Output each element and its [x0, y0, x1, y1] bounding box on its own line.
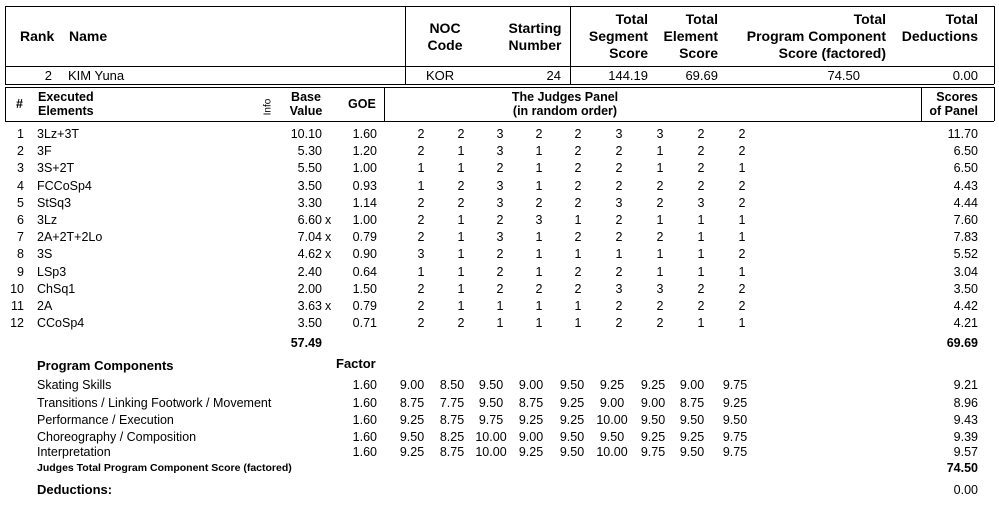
- judge-component-score: 9.50: [399, 430, 425, 444]
- deductions-header: Total Deductions: [901, 11, 978, 44]
- judge-score: 2: [417, 195, 425, 210]
- element-base-value: 3.50: [297, 316, 322, 331]
- element-bonus-marker: x: [325, 230, 332, 245]
- elements-score-total: 69.69: [946, 336, 978, 350]
- element-name: 2A+2T+2Lo: [37, 230, 103, 245]
- judge-score: 1: [457, 247, 465, 262]
- judge-score: 3: [496, 230, 504, 245]
- judge-score: 2: [496, 247, 504, 262]
- judge-score: 1: [656, 213, 664, 227]
- element-base-value: 6.60: [297, 213, 322, 227]
- executed-elements-header: Executed Elements: [38, 90, 94, 118]
- judge-score: 2: [738, 178, 746, 193]
- judge-score: 1: [457, 144, 465, 159]
- element-panel-score: 7.83: [953, 230, 978, 245]
- judge-score: 2: [615, 264, 623, 279]
- noc-header: NOC Code: [427, 20, 463, 53]
- element-bonus-marker: x: [325, 247, 332, 262]
- component-panel-score: 8.96: [953, 396, 978, 410]
- element-name: 3Lz+3T: [37, 127, 80, 141]
- judge-score: 1: [535, 264, 543, 279]
- judge-score: 2: [457, 178, 465, 193]
- element-name: LSp3: [37, 264, 67, 279]
- judge-score: 2: [656, 195, 664, 210]
- judge-score: 2: [417, 230, 425, 245]
- judge-component-score: 9.50: [478, 396, 504, 410]
- judge-score: 2: [615, 316, 623, 331]
- element-goe: 1.00: [352, 161, 377, 176]
- judge-component-score: 8.75: [399, 396, 425, 410]
- judge-score: 2: [738, 127, 746, 141]
- judge-score: 2: [417, 127, 425, 141]
- judge-component-score: 9.75: [722, 378, 748, 392]
- element-panel-score: 4.44: [953, 195, 978, 210]
- element-name: 3S+2T: [37, 161, 75, 176]
- judge-score: 2: [738, 144, 746, 159]
- pc-total-label: Judges Total Program Component Score (factored): [37, 462, 292, 474]
- judge-score: 1: [535, 144, 543, 159]
- judge-component-score: 9.00: [518, 378, 544, 392]
- element-score-header: Total Element Score: [663, 11, 718, 61]
- judge-score: 1: [535, 161, 543, 176]
- judge-score: 1: [697, 247, 705, 262]
- judge-score: 2: [615, 213, 623, 227]
- judge-component-score: 9.25: [679, 430, 705, 444]
- judge-score: 2: [738, 281, 746, 296]
- element-panel-score: 4.21: [953, 316, 978, 331]
- judge-score: 1: [417, 161, 425, 176]
- judge-component-score: 8.75: [518, 396, 544, 410]
- skater-deductions: 0.00: [952, 68, 978, 83]
- element-panel-score: 4.43: [953, 178, 978, 193]
- judge-score: 1: [535, 316, 543, 331]
- judge-score: 1: [457, 213, 465, 227]
- judge-score: 2: [738, 247, 746, 262]
- component-name: Interpretation: [37, 445, 111, 459]
- judge-score: 1: [535, 247, 543, 262]
- judge-score: 3: [496, 195, 504, 210]
- judge-component-score: 9.25: [722, 396, 748, 410]
- judge-score: 3: [697, 195, 705, 210]
- component-factor: 1.60: [352, 445, 377, 459]
- judge-score: 2: [417, 299, 425, 313]
- element-goe: 0.93: [352, 178, 377, 193]
- judge-score: 2: [738, 195, 746, 210]
- judge-score: 1: [574, 213, 582, 227]
- element-name: ChSq1: [37, 281, 76, 296]
- pc-total-value: 74.50: [946, 461, 978, 475]
- element-name: 3F: [37, 144, 52, 159]
- judge-component-score: 9.00: [399, 378, 425, 392]
- judge-score: 1: [535, 299, 543, 313]
- component-name: Choreography / Composition: [37, 430, 197, 444]
- judge-score: 2: [615, 161, 623, 176]
- judge-component-score: 9.50: [559, 430, 585, 444]
- judge-score: 1: [697, 316, 705, 331]
- element-goe: 1.60: [352, 127, 377, 141]
- skater-rank: 2: [44, 68, 52, 83]
- judge-score: 2: [417, 144, 425, 159]
- judge-component-score: 9.25: [559, 396, 585, 410]
- judge-component-score: 9.00: [679, 378, 705, 392]
- judge-component-score: 9.00: [599, 396, 625, 410]
- scores-of-panel-header: Scores of Panel: [929, 90, 978, 118]
- element-goe: 0.71: [352, 316, 377, 331]
- judge-score: 2: [535, 127, 543, 141]
- judge-component-score: 9.50: [559, 445, 585, 459]
- element-base-value: 3.30: [297, 195, 322, 210]
- element-goe: 1.14: [352, 195, 377, 210]
- judge-component-score: 9.75: [478, 413, 504, 427]
- judge-score: 2: [417, 316, 425, 331]
- judge-component-score: 8.25: [439, 430, 465, 444]
- factor-header: Factor: [336, 356, 376, 371]
- judge-score: 3: [615, 281, 623, 296]
- segment-score-header: Total Segment Score: [588, 11, 648, 61]
- skater-name: KIM Yuna: [68, 68, 125, 83]
- judge-score: 2: [457, 316, 465, 331]
- judge-component-score: 9.00: [518, 430, 544, 444]
- judge-score: 2: [697, 178, 705, 193]
- component-panel-score: 9.57: [953, 445, 978, 459]
- element-number: 11: [11, 299, 24, 313]
- element-bonus-marker: x: [325, 299, 332, 313]
- judge-score: 2: [457, 127, 465, 141]
- element-goe: 0.64: [352, 264, 377, 279]
- judge-score: 3: [496, 127, 504, 141]
- judge-score: 1: [417, 178, 425, 193]
- judge-score: 2: [574, 195, 582, 210]
- judge-component-score: 9.50: [559, 378, 585, 392]
- element-base-value: 2.40: [297, 264, 322, 279]
- deductions-total: 0.00: [953, 483, 978, 497]
- element-name: FCCoSp4: [37, 178, 92, 193]
- starting-number-header: Starting Number: [508, 20, 562, 53]
- judge-component-score: 9.25: [399, 445, 425, 459]
- element-panel-score: 3.50: [953, 281, 978, 296]
- judge-score: 2: [615, 178, 623, 193]
- judge-score: 1: [656, 247, 664, 262]
- judge-score: 2: [738, 299, 746, 313]
- judge-score: 1: [535, 178, 543, 193]
- element-base-value: 5.30: [297, 144, 322, 159]
- deductions-label: Deductions:: [37, 482, 113, 497]
- judge-component-score: 9.50: [640, 413, 666, 427]
- judge-score: 3: [656, 281, 664, 296]
- judge-score: 3: [615, 195, 623, 210]
- judge-score: 1: [496, 316, 504, 331]
- judge-component-score: 9.25: [518, 413, 544, 427]
- judge-score: 2: [574, 178, 582, 193]
- judge-component-score: 9.75: [640, 445, 666, 459]
- element-panel-score: 11.70: [947, 127, 978, 141]
- judge-score: 1: [417, 264, 425, 279]
- element-base-value: 3.63: [297, 299, 322, 313]
- judge-score: 2: [697, 161, 705, 176]
- element-number: 12: [10, 316, 24, 331]
- judge-component-score: 9.50: [599, 430, 625, 444]
- judge-score: 1: [738, 230, 746, 245]
- judge-component-score: 9.25: [599, 378, 625, 392]
- judge-score: 2: [697, 144, 705, 159]
- judge-component-score: 9.25: [399, 413, 425, 427]
- judge-score: 1: [574, 247, 582, 262]
- element-goe: 1.50: [352, 281, 377, 296]
- judge-score: 1: [656, 264, 664, 279]
- judge-score: 2: [496, 213, 504, 227]
- judge-score: 3: [615, 127, 623, 141]
- component-panel-score: 9.43: [953, 413, 978, 427]
- component-panel-score: 9.21: [953, 378, 978, 392]
- element-panel-score: 4.42: [953, 299, 978, 313]
- element-panel-score: 6.50: [953, 144, 978, 159]
- component-factor: 1.60: [352, 378, 377, 392]
- element-number: 9: [17, 264, 24, 279]
- judge-score: 1: [738, 264, 746, 279]
- element-base-value: 2.00: [297, 281, 322, 296]
- judge-component-score: 9.50: [722, 413, 748, 427]
- component-name: Performance / Execution: [37, 413, 174, 427]
- skater-component-score: 74.50: [827, 68, 860, 83]
- judge-score: 1: [535, 230, 543, 245]
- judge-score: 1: [656, 144, 664, 159]
- judge-score: 2: [496, 264, 504, 279]
- judge-component-score: 8.75: [679, 396, 705, 410]
- judge-score: 1: [574, 316, 582, 331]
- judge-score: 1: [457, 264, 465, 279]
- judge-score: 2: [574, 264, 582, 279]
- judge-score: 2: [615, 144, 623, 159]
- component-score-header: Total Program Component Score (factored): [746, 11, 886, 61]
- judge-component-score: 9.25: [559, 413, 585, 427]
- judge-score: 2: [574, 230, 582, 245]
- element-panel-score: 5.52: [953, 247, 978, 262]
- judge-score: 2: [697, 299, 705, 313]
- judge-component-score: 10.00: [596, 413, 628, 427]
- element-goe: 0.90: [352, 247, 377, 262]
- judge-component-score: 8.75: [439, 445, 465, 459]
- judge-score: 3: [535, 213, 543, 227]
- judge-score: 1: [496, 299, 504, 313]
- component-factor: 1.60: [352, 430, 377, 444]
- element-base-value: 3.50: [297, 178, 322, 193]
- component-factor: 1.60: [352, 396, 377, 410]
- program-components-title: Program Components: [37, 358, 174, 373]
- skater-segment-score: 144.19: [608, 68, 648, 83]
- element-number: 8: [17, 247, 24, 262]
- judge-score: 2: [615, 230, 623, 245]
- judge-score: 2: [496, 161, 504, 176]
- judge-score: 2: [535, 281, 543, 296]
- element-name: 3Lz: [37, 213, 58, 227]
- element-base-value: 7.04: [297, 230, 322, 245]
- judge-score: 2: [417, 213, 425, 227]
- judge-score: 1: [697, 230, 705, 245]
- skater-noc: KOR: [426, 68, 455, 83]
- skater-element-score: 69.69: [685, 68, 718, 83]
- judge-score: 2: [656, 316, 664, 331]
- element-goe: 0.79: [352, 299, 377, 313]
- component-name: Transitions / Linking Footwork / Movement: [37, 396, 272, 410]
- judge-component-score: 9.25: [518, 445, 544, 459]
- element-base-value: 10.10: [290, 127, 322, 141]
- element-goe: 1.20: [352, 144, 377, 159]
- judge-score: 1: [738, 316, 746, 331]
- judge-score: 3: [656, 127, 664, 141]
- judge-component-score: 9.50: [679, 413, 705, 427]
- judge-component-score: 9.75: [722, 445, 748, 459]
- judge-component-score: 7.75: [439, 396, 465, 410]
- skater-start-number: 24: [546, 68, 561, 83]
- judge-component-score: 8.75: [439, 413, 465, 427]
- judge-score: 2: [574, 144, 582, 159]
- judge-component-score: 9.50: [679, 445, 705, 459]
- element-name: 2A: [37, 299, 53, 313]
- element-number: 7: [17, 230, 24, 245]
- judge-score: 1: [738, 161, 746, 176]
- goe-header: GOE: [348, 97, 376, 111]
- element-base-value: 4.62: [297, 247, 322, 262]
- judge-score: 1: [656, 161, 664, 176]
- judge-component-score: 9.00: [640, 396, 666, 410]
- element-number: 2: [17, 144, 24, 159]
- base-value-header: Base Value: [289, 90, 323, 118]
- judge-score: 1: [615, 247, 623, 262]
- element-name: 3S: [37, 247, 53, 262]
- element-goe: 0.79: [352, 230, 377, 245]
- component-name: Skating Skills: [37, 378, 112, 392]
- element-bonus-marker: x: [325, 213, 332, 227]
- element-panel-score: 3.04: [953, 264, 978, 279]
- judge-component-score: 9.75: [722, 430, 748, 444]
- number-header: #: [16, 97, 23, 111]
- element-number: 3: [17, 161, 24, 176]
- component-factor: 1.60: [352, 413, 377, 427]
- element-number: 5: [17, 195, 24, 210]
- judge-component-score: 10.00: [475, 445, 507, 459]
- element-panel-score: 7.60: [953, 213, 978, 227]
- judge-component-score: 9.25: [640, 378, 666, 392]
- judges-panel-header: The Judges Panel (in random order): [511, 90, 619, 118]
- judge-component-score: 10.00: [475, 430, 507, 444]
- judge-score: 1: [697, 264, 705, 279]
- element-number: 4: [17, 178, 24, 193]
- judge-score: 2: [574, 281, 582, 296]
- judge-component-score: 9.25: [640, 430, 666, 444]
- element-number: 10: [10, 281, 24, 296]
- judge-score: 2: [457, 195, 465, 210]
- element-number: 6: [17, 213, 24, 227]
- component-panel-score: 9.39: [953, 430, 978, 444]
- element-base-value: 5.50: [297, 161, 322, 176]
- judge-score: 1: [574, 299, 582, 313]
- judge-score: 3: [417, 247, 425, 262]
- element-name: StSq3: [37, 195, 72, 210]
- element-goe: 1.00: [352, 213, 377, 227]
- base-value-total: 57.49: [290, 336, 322, 350]
- judge-score: 1: [457, 161, 465, 176]
- judge-score: 1: [457, 281, 465, 296]
- judge-score: 2: [656, 230, 664, 245]
- judge-score: 2: [574, 161, 582, 176]
- info-header: Info: [262, 98, 274, 116]
- judge-score: 2: [656, 299, 664, 313]
- judge-score: 2: [574, 127, 582, 141]
- judge-score: 2: [535, 195, 543, 210]
- judge-score: 2: [496, 281, 504, 296]
- judge-score: 1: [457, 299, 465, 313]
- judge-score: 2: [656, 178, 664, 193]
- judge-score: 1: [738, 213, 746, 227]
- judge-score: 1: [457, 230, 465, 245]
- judge-score: 3: [496, 144, 504, 159]
- judge-score: 1: [697, 213, 705, 227]
- rank-header: Rank: [20, 28, 55, 44]
- element-panel-score: 6.50: [953, 161, 978, 176]
- judge-score: 2: [417, 281, 425, 296]
- name-header: Name: [69, 28, 108, 44]
- judge-component-score: 10.00: [596, 445, 628, 459]
- element-name: CCoSp4: [37, 316, 85, 331]
- judge-score: 2: [697, 127, 705, 141]
- judge-score: 2: [615, 299, 623, 313]
- judge-component-score: 8.50: [439, 378, 465, 392]
- judge-component-score: 9.50: [478, 378, 504, 392]
- element-number: 1: [17, 127, 24, 141]
- judge-score: 3: [496, 178, 504, 193]
- judge-score: 2: [697, 281, 705, 296]
